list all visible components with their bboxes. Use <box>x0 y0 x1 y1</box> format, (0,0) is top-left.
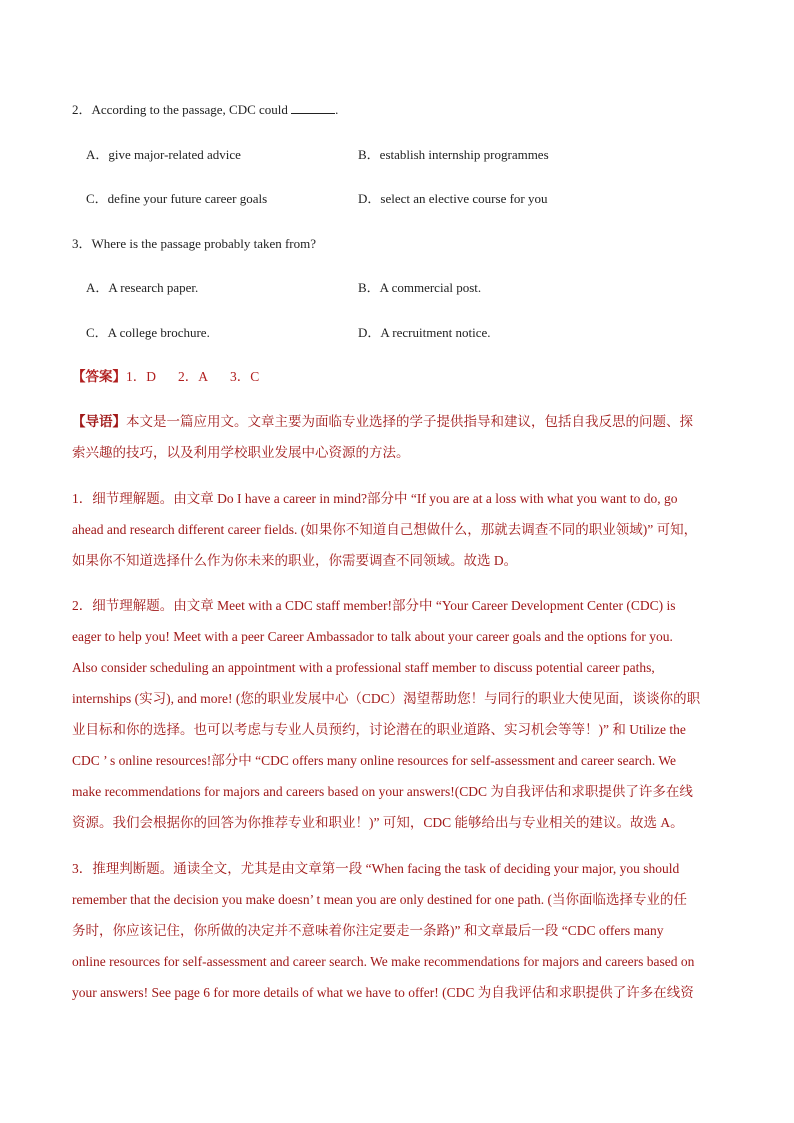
explanation-3-line: 3．推理判断题。通读全文，尤其是由文章第一段 “When facing the task of deciding your major, you should <box>72 861 680 876</box>
explanation-3 <box>72 853 732 1008</box>
explanation-2-line: CDC ’ s online resources!部分中 “CDC offers many online resources for self-assessment and career search. We <box>72 753 676 768</box>
answer-item-3: 3．C <box>230 369 260 384</box>
explanation-2-line: 资源。我们会根据你的回答为你推荐专业和职业！)” 可知，CDC 能够给出与专业相关的建议。故选 A。 <box>72 815 684 830</box>
guide-label: 【导语】 <box>72 414 126 429</box>
question-2-stem <box>72 100 338 120</box>
explanation-2-line: 2．细节理解题。由文章 Meet with a CDC staff member!部分中 “Your Career Development Center (CDC) is <box>72 598 676 613</box>
explanation-1 <box>72 483 732 576</box>
explanation-2-line: eager to help you! Meet with a peer Career Ambassador to talk about your career goals and the options for you. <box>72 629 673 644</box>
question-3-option-d: D．A recruitment notice. <box>358 325 491 340</box>
question-3-stem: 3．Where is the passage probably taken from? <box>72 236 317 251</box>
question-2-stem-text: 2．According to the passage, CDC could <box>72 102 292 117</box>
explanation-1-line: ahead and research different career fields. (如果你不知道自己想做什么，那就去调查不同的职业领域)” 可知， <box>72 522 698 537</box>
explanation-2-line: internships (实习), and more! (您的职业发展中心（CDC）渴望帮助您！与同行的职业大使见面，谈谈你的职 <box>72 691 701 706</box>
question-2-option-c: C．define your future career goals <box>86 191 268 206</box>
guide-line-1 <box>72 406 732 437</box>
explanation-2-line: 业目标和你的选择。也可以考虑与专业人员预约，讨论潜在的职业道路、实习机会等等！)” 和 Utilize the <box>72 722 686 737</box>
explanation-1-line: 如果你不知道选择什么作为你未来的职业，你需要调查不同领域。故选 D。 <box>72 553 518 568</box>
question-2-option-b: B．establish internship programmes <box>358 147 549 162</box>
answer-key <box>72 367 259 387</box>
explanation-3-line: remember that the decision you make doesn’ t mean you are only destined for one path. (当你面临选择专业的任 <box>72 892 687 907</box>
explanation-3-line: 务时，你应该记住，你所做的决定并不意味着你注定要走一条路)” 和文章最后一段 “CDC offers many <box>72 923 664 938</box>
question-2-option-d: D．select an elective course for you <box>358 191 548 206</box>
question-3-option-c: C．A college brochure. <box>86 325 210 340</box>
guide-paragraph <box>72 406 732 468</box>
answer-item-2: 2．A <box>178 369 208 384</box>
explanation-1-line: 1．细节理解题。由文章 Do I have a career in mind?部分中 “If you are at a loss with what you want to do, go <box>72 491 678 506</box>
explanation-2 <box>72 590 732 838</box>
guide-line-1-text: 本文是一篇应用文。文章主要为面临专业选择的学子提供指导和建议，包括自我反思的问题、探 <box>126 414 693 429</box>
question-3-option-a: A．A research paper. <box>86 280 199 295</box>
answer-label: 【答案】 <box>72 369 126 384</box>
guide-line-2: 索兴趣的技巧，以及利用学校职业发展中心资源的方法。 <box>72 445 410 460</box>
answer-blank <box>291 101 335 114</box>
question-3-option-b: B．A commercial post. <box>358 280 482 295</box>
explanation-3-line: your answers! See page 6 for more details of what we have to offer! (CDC 为自我评估和求职提供了许多在线资 <box>72 985 694 1000</box>
explanation-2-line: make recommendations for majors and careers based on your answers!(CDC 为自我评估和求职提供了许多在线 <box>72 784 693 799</box>
answer-item-1: 1．D <box>126 369 156 384</box>
explanation-2-line: Also consider scheduling an appointment with a professional staff member to discuss potential career paths, <box>72 660 655 675</box>
question-2-stem-end: . <box>335 102 339 117</box>
question-2-option-a: A．give major-related advice <box>86 147 241 162</box>
explanation-3-line: online resources for self-assessment and career search. We make recommendations for majors and careers based on <box>72 954 695 969</box>
